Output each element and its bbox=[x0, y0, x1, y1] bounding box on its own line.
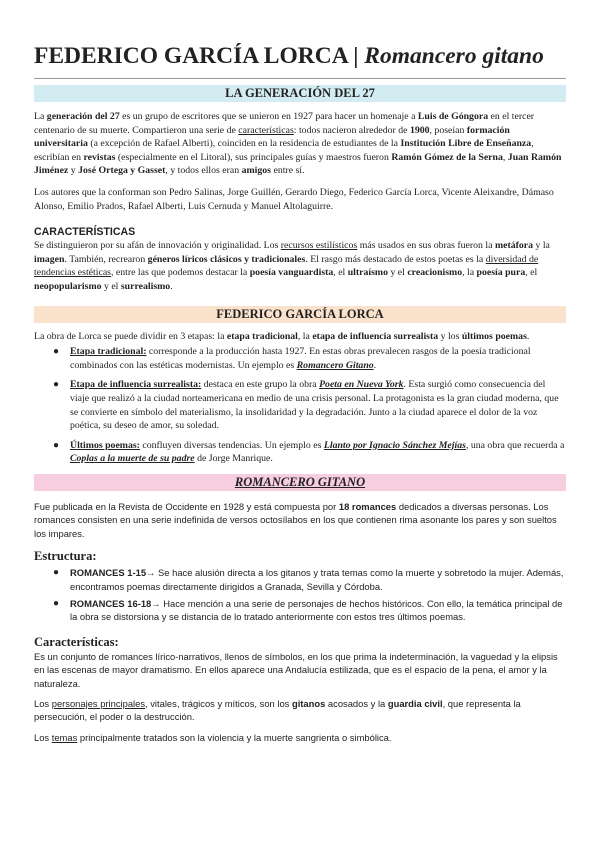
text-run: más usados en sus obras fueron la bbox=[357, 240, 495, 252]
text-run: poesía pura bbox=[476, 267, 526, 279]
generacion-paragraph-2 bbox=[34, 186, 566, 213]
text-run: personajes principales bbox=[51, 697, 146, 709]
text-run: de Jorge Manrique. bbox=[194, 453, 273, 465]
text-run: , el bbox=[333, 267, 348, 279]
list-item bbox=[34, 345, 566, 372]
text-run: Fue publicada en la Revista de Occidente en 1928 y está compuesta por bbox=[34, 500, 339, 512]
text-run: temas bbox=[51, 731, 78, 743]
text-run: La bbox=[34, 111, 47, 122]
text-run: guardia civil bbox=[387, 697, 443, 709]
text-run: ROMANCES 16-18→ bbox=[70, 597, 161, 609]
caract-paragraph-2 bbox=[34, 697, 566, 724]
text-run: Se hace alusión directa a los gitanos y trata temas como la muerte y sobretodo la mujer. Además, encontramos poemas directamente dirigidos a Granada, Sevilla y Córdoba. bbox=[70, 567, 564, 592]
text-run: principalmente tratados son la violencia y la muerte sangrienta o simbólica. bbox=[77, 731, 392, 743]
text-run: , una obra que recuerda a bbox=[465, 439, 565, 451]
text-run: Luis de Góngora bbox=[417, 111, 489, 122]
text-run: , que representa la persecución, el poder o la destrucción. bbox=[34, 697, 521, 723]
caract-romancero-heading: Características: bbox=[34, 634, 119, 649]
text-run: Los bbox=[34, 731, 52, 743]
text-run: , escribían en bbox=[34, 138, 534, 163]
text-run: , poseían bbox=[429, 124, 467, 136]
text-run: en el tercer centenario de su muerte. Compartieron una serie de bbox=[34, 111, 535, 136]
text-run: Institución Libre de Enseñanza bbox=[400, 138, 532, 150]
text-run: ROMANCES 1-15→ bbox=[70, 567, 156, 579]
text-run: Poeta en Nueva York bbox=[319, 379, 404, 391]
text-run: Llanto por Ignacio Sánchez Mejías bbox=[323, 439, 466, 451]
text-run: confluyen diversas tendencias. Un ejemplo es bbox=[139, 439, 324, 451]
text-run: entre sí. bbox=[271, 165, 305, 177]
text-run: y los bbox=[438, 330, 462, 342]
list-item bbox=[34, 378, 566, 432]
text-run: últimos poemas bbox=[461, 330, 527, 342]
caracteristicas-heading: CARACTERÍSTICAS bbox=[34, 226, 136, 239]
text-run: formación universitaria bbox=[34, 124, 510, 150]
bullet-icon: ● bbox=[53, 379, 60, 391]
text-run: y la bbox=[533, 240, 550, 252]
text-run: Los bbox=[34, 697, 52, 709]
list-item bbox=[34, 566, 566, 593]
text-run: . El rasgo más destacado de estos poetas es la bbox=[305, 253, 486, 265]
text-run: es un grupo de escritores que se unieron en 1927 para hacer un homenaje a bbox=[119, 111, 418, 122]
text-run: . Esta surgió como consecuencia del viaje que realizó a la ciudad norteamericana en medio de una crisis personal. La protagonista es la gran ciudad moderna, que se convierte en símbolo del materialismo, la insolidaridad y la degradación. Junto a la ciudad aparece el dolor de la voz poética, su deseo de amor, su soledad. bbox=[70, 379, 559, 432]
text-run: surrealismo bbox=[120, 280, 171, 292]
etapas-list bbox=[34, 345, 566, 466]
text-run: poesía vanguardista bbox=[249, 267, 334, 279]
caract-paragraph-3 bbox=[34, 731, 566, 744]
text-run: Coplas a la muerte de su padre bbox=[70, 453, 195, 465]
text-run: Últimos poemas: bbox=[70, 439, 140, 451]
text-run: . bbox=[170, 280, 173, 292]
text-run: 1900 bbox=[409, 124, 430, 136]
text-run: 18 romances bbox=[338, 500, 397, 512]
text-run: , el bbox=[525, 267, 538, 279]
text-run: Romancero Gitano bbox=[296, 359, 374, 371]
text-run: neopopularismo bbox=[34, 280, 102, 292]
text-run: Etapa tradicional: bbox=[70, 346, 147, 358]
text-run: , bbox=[502, 151, 508, 163]
list-item bbox=[34, 597, 566, 624]
text-run: Juan Ramón Jiménez bbox=[34, 151, 562, 177]
text-run: , vitales, trágicos y míticos, son los bbox=[145, 697, 292, 709]
text-run: amigos bbox=[241, 165, 272, 177]
text-run: , la bbox=[462, 267, 477, 279]
page-title: FEDERICO GARCÍA LORCA | Romancero gitano bbox=[34, 42, 566, 79]
section-band-lorca: FEDERICO GARCÍA LORCA bbox=[34, 306, 566, 323]
text-run: , la bbox=[297, 330, 313, 342]
section-band-romancero: ROMANCERO GITANO bbox=[34, 474, 566, 491]
text-run: (a excepción de Rafael Alberti), coinciden en la residencia de estudiantes de la bbox=[87, 138, 401, 150]
text-run: y el bbox=[388, 267, 408, 279]
text-run: La obra de Lorca se puede dividir en 3 etapas: la bbox=[34, 330, 227, 342]
text-run: metáfora bbox=[494, 240, 534, 252]
romancero-intro bbox=[34, 500, 566, 540]
title-work: Romancero gitano bbox=[364, 43, 544, 69]
section-band-generacion: LA GENERACIÓN DEL 27 bbox=[34, 85, 566, 102]
estructura-heading: Estructura: bbox=[34, 549, 97, 564]
text-run: José Ortega y Gasset bbox=[78, 165, 166, 177]
text-run: y bbox=[68, 165, 79, 177]
text-run: y el bbox=[101, 280, 121, 292]
bullet-icon: ● bbox=[53, 346, 60, 358]
text-run: características bbox=[238, 124, 294, 136]
text-run: generación del 27 bbox=[46, 111, 120, 122]
text-run: ultraísmo bbox=[347, 267, 388, 279]
text-run: Es un conjunto de romances lírico-narrativos, llenos de símbolos, en los que prima la indeterminación, la vaguedad y la elipsis en las escenas de mayor dramatismo. En ellos aparece una Andalucía estilizada, que es el espacio de la pena, el amor y la naturaleza. bbox=[34, 650, 558, 689]
text-run: etapa tradicional bbox=[226, 330, 298, 342]
text-run: (especialmente en el Litoral), sus principales guías y maestros fueron bbox=[115, 151, 392, 163]
text-run: géneros líricos clásicos y tradicionales bbox=[147, 253, 306, 265]
text-run: Se distinguieron por su afán de innovación y originalidad. Los bbox=[34, 240, 281, 252]
generacion-paragraph-1 bbox=[34, 110, 566, 178]
text-run: corresponde a la producción hasta 1927. En estas obras prevalecen rasgos de la poesía tradicional combinados con las estéticas modernistas. Un ejemplo es bbox=[70, 346, 531, 371]
lorca-intro bbox=[34, 330, 566, 344]
text-run: imagen bbox=[34, 253, 65, 265]
bullet-icon: ● bbox=[53, 597, 60, 609]
text-run: , entre las que podemos destacar la bbox=[110, 267, 250, 279]
text-run: Etapa de influencia surrealista: bbox=[70, 379, 202, 391]
text-run: Los autores que la conforman son Pedro Salinas, Jorge Guillén, Gerardo Diego, Federico García Lorca, Vicente Aleixandre, Dámaso Alonso, Emilio Prados, Rafael Alberti, Luis Cernuda y Manuel Altolaguirre. bbox=[34, 186, 554, 212]
text-run: . También, recrearon bbox=[64, 253, 148, 265]
text-run: : todos nacieron alrededor de bbox=[293, 124, 410, 136]
text-run: . bbox=[526, 330, 530, 342]
text-run: destaca en este grupo la obra bbox=[201, 379, 320, 391]
text-run: revistas bbox=[83, 151, 116, 163]
text-run: , y todos ellos eran bbox=[165, 165, 242, 177]
bullet-icon: ● bbox=[53, 439, 60, 451]
text-run: diversidad de tendencias estéticas bbox=[34, 253, 539, 279]
text-run: dedicados a diversas personas. Los romances consisten en una serie indefinida de versos octosílabos en los que contienen rima asonante los pares y son sueltos los impares. bbox=[34, 500, 557, 539]
text-run: creacionismo bbox=[407, 267, 463, 279]
caract-paragraph-1 bbox=[34, 650, 566, 690]
text-run: acosados y la bbox=[325, 697, 388, 709]
caracteristicas-paragraph bbox=[34, 239, 566, 293]
text-run: Ramón Gómez de la Serna bbox=[391, 151, 503, 163]
bullet-icon: ● bbox=[53, 567, 60, 579]
text-run: Hace mención a una serie de personajes de hechos históricos. Con ello, la temática principal de la obra se distorsiona y se distancia de lo tratado anteriormente con estos tres últimos poemas. bbox=[70, 597, 563, 623]
list-item bbox=[34, 439, 566, 466]
text-run: . bbox=[373, 359, 377, 371]
text-run: recursos estilísticos bbox=[280, 240, 358, 252]
text-run: gitanos bbox=[291, 697, 326, 709]
estructura-list bbox=[34, 566, 566, 624]
text-run: etapa de influencia surrealista bbox=[312, 330, 439, 342]
